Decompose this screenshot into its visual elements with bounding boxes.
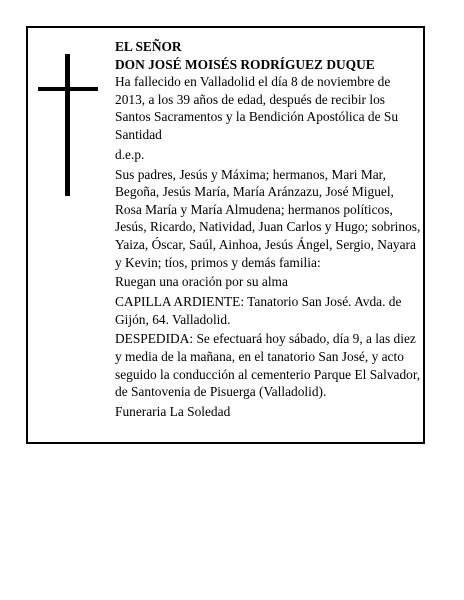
obituary-text [115,38,423,423]
prayer-request: Ruegan una oración por su alma [115,274,288,290]
deceased-name: DON JOSÉ MOISÉS RODRÍGUEZ DUQUE [115,56,375,72]
family-list: Sus padres, Jesús y Máxima; hermanos, Mari Mar, Begoña, Jesús María, María Aránzazu, José Miguel, Rosa María y María Almudena; hermanos políticos, Jesús, Ricardo, Natividad, Juan Carlos y Hugo; sobrinos, Yaiza, Óscar, Saúl, Ainhoa, Jesús Ángel, Sergio, Nayara y Kevin; tíos, primos y demás familia: [115,166,421,270]
funeral-home: Funeraria La Soledad [115,404,231,419]
cross-vertical-bar [65,54,70,196]
death-announcement: Ha fallecido en Valladolid el día 8 de noviembre de 2013, a los 39 años de edad, después de recibir los Santos Sacramentos y la Bendición Apostólica de Su Santidad [115,74,399,142]
farewell-info: DESPEDIDA: Se efectuará hoy sábado, día 9, a las diez y media de la mañana, en el tanatorio San José, y acto seguido la conducción al cementerio Parque El Salvador, de Santovenia de Pisuerga (Valladolid). [115,331,421,400]
cross-horizontal-bar [38,87,98,91]
rip-abbreviation: d.e.p. [115,146,145,162]
latin-cross-icon [38,54,98,196]
funeral-chapel-info: CAPILLA ARDIENTE: Tanatorio San José. Avda. de Gijón, 64. Valladolid. [115,294,402,327]
deceased-title: EL SEÑOR [115,39,182,54]
